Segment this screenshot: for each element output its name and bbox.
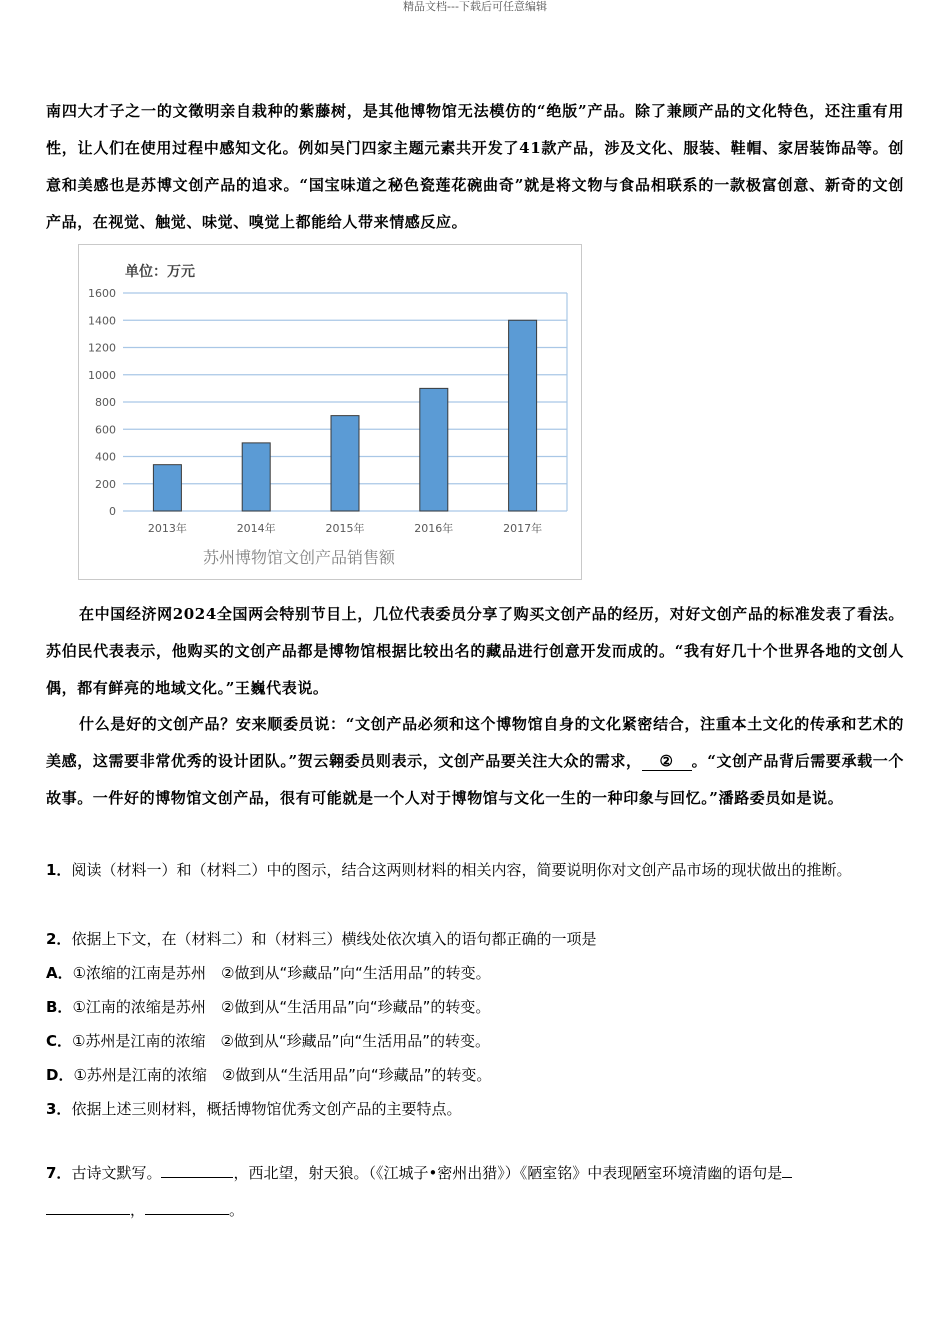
option-text: ①苏州是江南的浓缩 ②做到从“生活用品”向“珍藏品”的转变。 <box>73 1066 492 1084</box>
y-tick-label: 1400 <box>88 314 116 328</box>
question-7-text-a: 古诗文默写。 <box>71 1164 162 1182</box>
option-label: B． <box>46 998 73 1016</box>
material3-paragraph-1: 在中国经济网2024全国两会特别节目上，几位代表委员分享了购买文创产品的经历，对好文创产品的标准发表了看法。苏伯民代表表示，他购买的文创产品都是博物馆根据比较出名的藏品进行创意开发而成的。“我有好几十个世界各地的文创人偶，都有鲜亮的地域文化。”王巍代表说。 <box>46 605 904 697</box>
bar <box>153 465 181 511</box>
material3-paragraph-2 <box>46 706 904 817</box>
x-tick-label: 2013年 <box>147 522 187 535</box>
option-label: A． <box>46 964 73 982</box>
question-3 <box>46 1099 461 1119</box>
question-7-text-c: ， <box>130 1201 146 1219</box>
question-2-number: 2． <box>46 930 72 948</box>
bar <box>242 443 270 511</box>
question-3-text: 依据上述三则材料，概括博物馆优秀文创产品的主要特点。 <box>71 1100 462 1118</box>
bar <box>509 320 537 511</box>
option-label: D． <box>46 1066 74 1084</box>
question-1-text: 阅读（材料一）和（材料二）中的图示，结合这两则材料的相关内容，简要说明你对文创产品市场的现状做出的推断。 <box>71 861 852 879</box>
x-tick-label: 2015年 <box>325 522 365 535</box>
y-tick-label: 600 <box>95 423 116 437</box>
paragraph-text-before: 什么是好的文创产品？安来顺委员说：“文创产品必须和这个博物馆自身的文化紧密结合，注重本土文化的传承和艺术的美感，这需要非常优秀的设计团队。”贺云翱委员则表示，文创产品要关注大众的需求， <box>46 715 904 770</box>
page-header: 精品文档---下载后可任意编辑 <box>403 0 547 13</box>
question-2-text: 依据上下文，在（材料二）和（材料三）横线处依次填入的语句都正确的一项是 <box>71 930 597 948</box>
question-7-text-b: ，西北望，射天狼。（《江城子•密州出猎》）《陋室铭》中表现陋室环境清幽的语句是 <box>233 1164 783 1182</box>
answer-blank-1[interactable] <box>161 1163 233 1178</box>
blank-2: ② <box>642 752 692 771</box>
answer-blank-3[interactable] <box>145 1200 229 1215</box>
y-tick-label: 1000 <box>88 368 116 382</box>
question-7 <box>46 1155 904 1229</box>
option-c <box>46 1031 490 1051</box>
option-text: ①浓缩的江南是苏州 ②做到从“珍藏品”向“生活用品”的转变。 <box>72 964 491 982</box>
question-1 <box>46 852 904 889</box>
y-tick-label: 800 <box>95 396 116 409</box>
question-7-number: 7． <box>46 1164 72 1182</box>
x-tick-label: 2016年 <box>414 522 454 535</box>
y-tick-label: 1200 <box>88 341 116 355</box>
answer-blank-2[interactable] <box>46 1200 130 1215</box>
x-tick-label: 2014年 <box>236 522 276 535</box>
question-1-number: 1． <box>46 861 72 879</box>
y-tick-label: 0 <box>109 505 116 518</box>
option-d <box>46 1065 491 1085</box>
bar-chart-svg <box>79 245 581 579</box>
answer-blank-2-start[interactable] <box>782 1163 792 1178</box>
option-a <box>46 963 491 983</box>
sales-chart <box>78 244 582 580</box>
option-label: C． <box>46 1032 73 1050</box>
question-7-text-d: 。 <box>229 1201 245 1219</box>
bar <box>420 388 448 511</box>
y-tick-label: 200 <box>95 477 116 491</box>
question-3-number: 3． <box>46 1100 72 1118</box>
x-tick-label: 2017年 <box>503 522 543 535</box>
unit-label: 单位：万元 <box>125 264 195 280</box>
option-text: ①江南的浓缩是苏州 ②做到从“生活用品”向“珍藏品”的转变。 <box>72 998 491 1016</box>
y-tick-label: 400 <box>95 450 116 464</box>
paragraph-text-after: 。“文创产品背后需要承载一个故事。一件好的博物馆文创产品，很有可能就是一个人对于博物馆与文化一生的一种印象与回忆。”潘路委员如是说。 <box>46 752 904 807</box>
question-2 <box>46 929 596 949</box>
chart-title: 苏州博物馆文创产品销售额 <box>202 548 396 567</box>
bar <box>331 416 359 511</box>
material2-paragraph: 南四大才子之一的文徵明亲自栽种的紫藤树，是其他博物馆无法模仿的“绝版”产品。除了兼顾产品的文化特色，还注重有用性，让人们在使用过程中感知文化。例如吴门四家主题元素共开发了41款产品，涉及文化、服装、鞋帽、家居装饰品等。创意和美感也是苏博文创产品的追求。“国宝味道之秘色瓷莲花碗曲奇”就是将文物与食品相联系的一款极富创意、新奇的文创产品，在视觉、触觉、味觉、嗅觉上都能给人带来情感反应。 <box>46 102 904 231</box>
option-text: ①苏州是江南的浓缩 ②做到从“珍藏品”向“生活用品”的转变。 <box>72 1032 490 1050</box>
y-tick-label: 1600 <box>88 287 116 300</box>
option-b <box>46 997 490 1017</box>
